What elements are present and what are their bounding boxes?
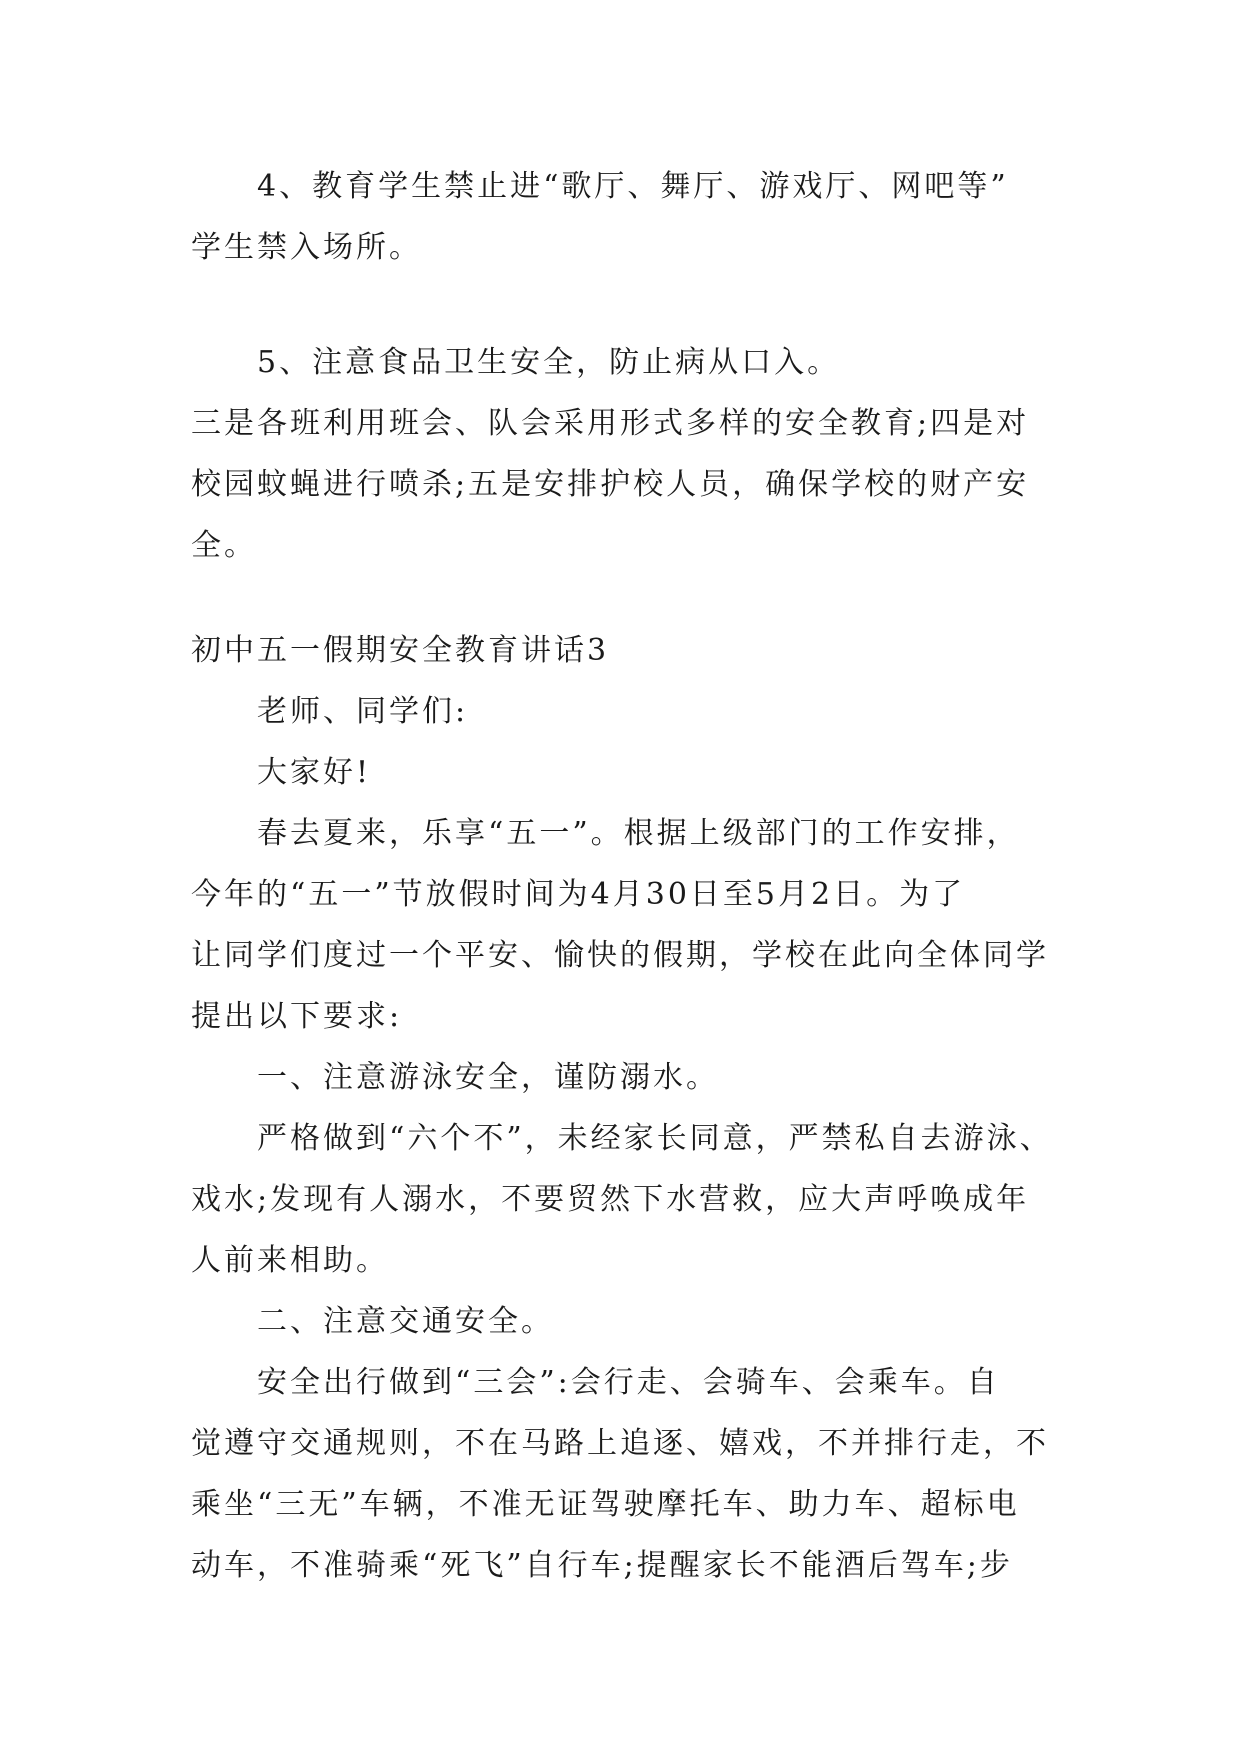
salutation: 老师、同学们:: [257, 694, 469, 729]
traffic-paragraph-line-1: 安全出行做到“三会”:会行走、会骑车、会乘车。自: [257, 1365, 1000, 1400]
subheading-swimming: 一、注意游泳安全，谨防溺水。: [257, 1060, 719, 1095]
traffic-paragraph-line-3: 乘坐“三无”车辆，不准无证驾驶摩托车、助力车、超标电: [191, 1487, 1020, 1522]
intro-paragraph-line-3: 让同学们度过一个平安、愉快的假期，学校在此向全体同学: [191, 938, 1049, 973]
traffic-paragraph-line-2: 觉遵守交通规则，不在马路上追逐、嬉戏，不并排行走，不: [191, 1426, 1049, 1461]
swimming-paragraph-line-1: 严格做到“六个不”，未经家长同意，严禁私自去游泳、: [257, 1121, 1053, 1156]
paragraph-measures-line-2: 校园蚊蝇进行喷杀;五是安排护校人员，确保学校的财产安: [191, 467, 1030, 502]
paragraph-item-5: 5、注意食品卫生安全，防止病从口入。: [257, 345, 841, 380]
paragraph-measures-line-3: 全。: [191, 528, 257, 563]
section-heading: 初中五一假期安全教育讲话3: [191, 633, 610, 668]
traffic-paragraph-line-4: 动车，不准骑乘“死飞”自行车;提醒家长不能酒后驾车;步: [191, 1548, 1013, 1583]
intro-paragraph-line-4: 提出以下要求:: [191, 999, 403, 1034]
intro-paragraph-line-2: 今年的“五一”节放假时间为4月30日至5月2日。为了: [191, 877, 966, 912]
subheading-traffic: 二、注意交通安全。: [257, 1304, 554, 1339]
paragraph-item-4-line-1: 4、教育学生禁止进“歌厅、舞厅、游戏厅、网吧等”: [257, 169, 1009, 204]
intro-paragraph-line-1: 春去夏来，乐享“五一”。根据上级部门的工作安排，: [257, 816, 1020, 851]
greeting: 大家好!: [257, 755, 372, 790]
swimming-paragraph-line-2: 戏水;发现有人溺水，不要贸然下水营救，应大声呼唤成年: [191, 1182, 1030, 1217]
paragraph-item-4-line-2: 学生禁入场所。: [191, 230, 422, 265]
paragraph-measures-line-1: 三是各班利用班会、队会采用形式多样的安全教育;四是对: [191, 406, 1030, 441]
swimming-paragraph-line-3: 人前来相助。: [191, 1243, 389, 1278]
